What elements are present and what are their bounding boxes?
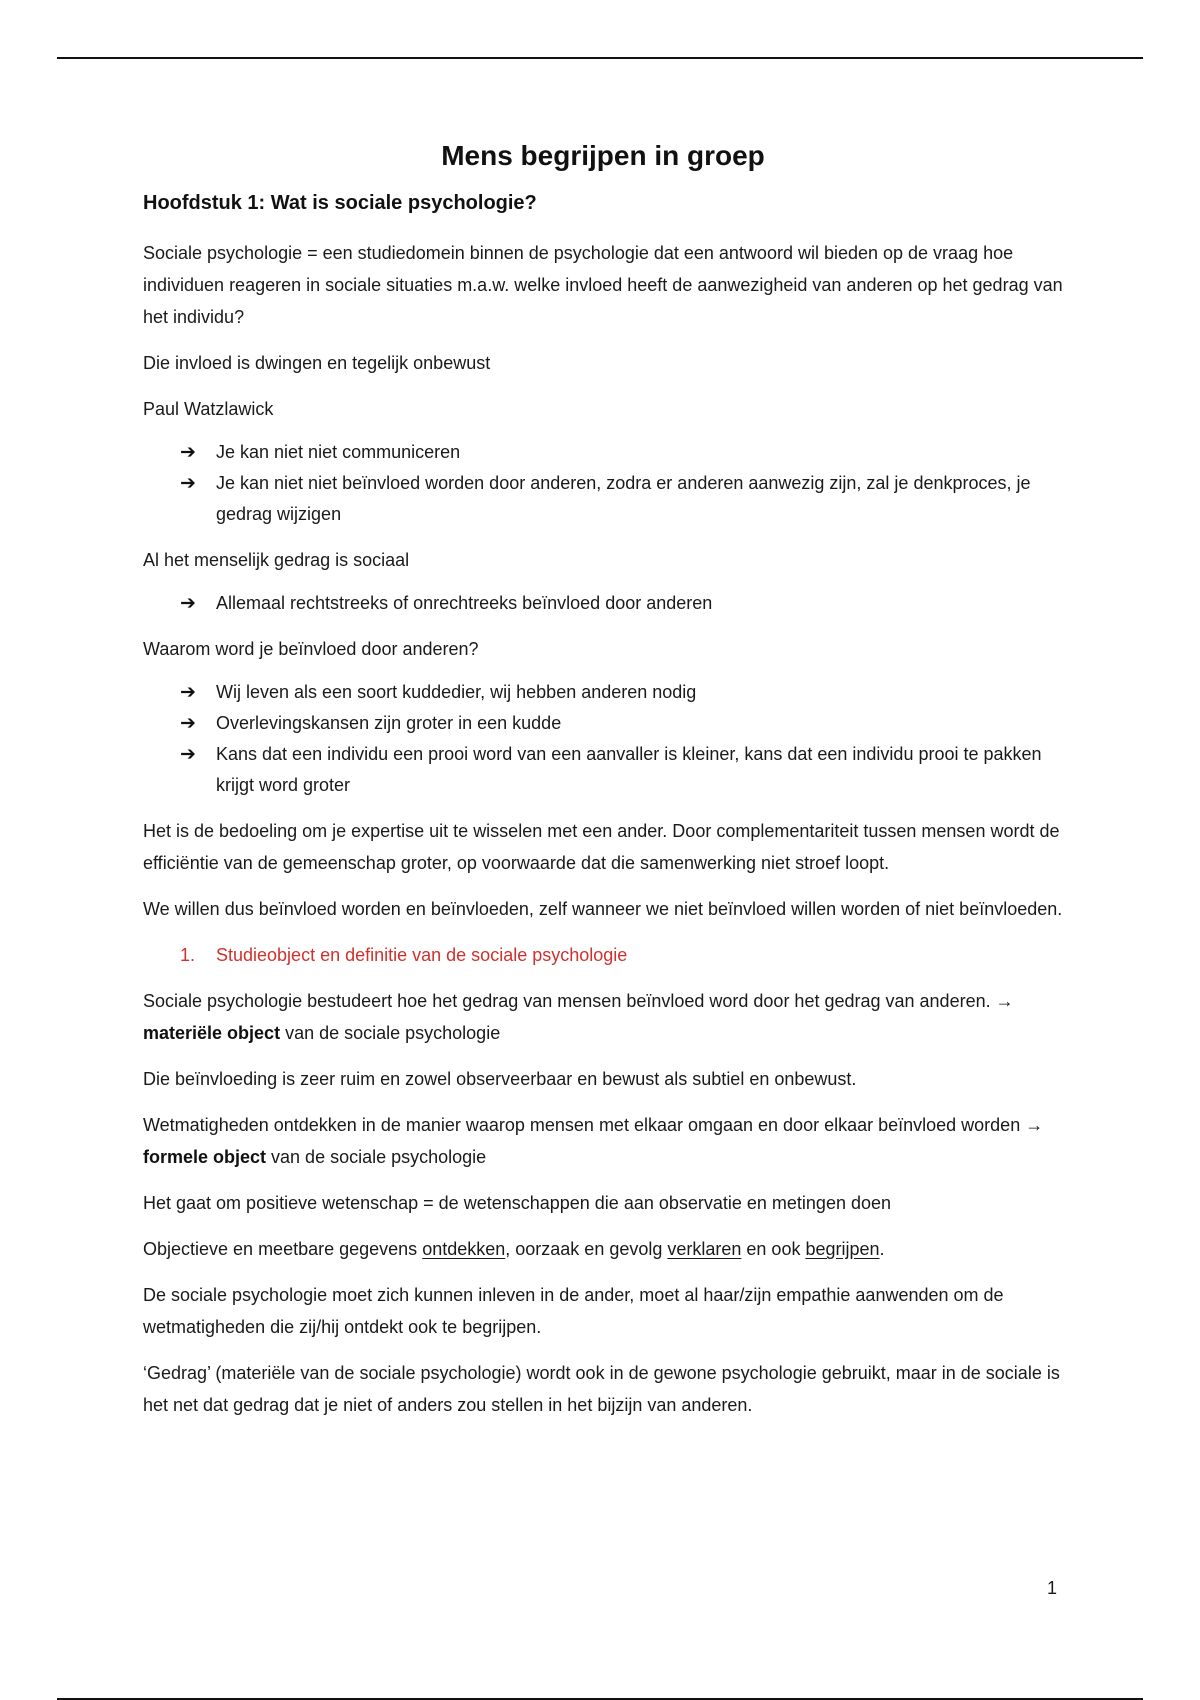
section-number: 1. <box>180 945 196 965</box>
watzlawick-list <box>143 437 1063 530</box>
social-behavior-paragraph: Al het menselijk gedrag is sociaal <box>143 550 410 570</box>
underlined-term: begrijpen <box>805 1239 880 1259</box>
formal-object-term: formele object <box>143 1147 267 1167</box>
chapter-heading: Hoofdstuk 1: Wat is sociale psychologie? <box>143 192 537 214</box>
list-item: ➔ Overlevingskansen zijn groter in een kudde <box>180 708 1063 739</box>
empathy-paragraph: De sociale psychologie moet zich kunnen inleven in de ander, moet al haar/zijn empathie aanwenden om de wetmatigheden die zij/hij ontdekt ook te begrijpen. <box>143 1285 1004 1337</box>
material-object-term: materiële object <box>143 1023 281 1043</box>
section-heading <box>180 939 1063 971</box>
arrow-bullet-icon: ➔ <box>180 442 196 463</box>
behavior-note-paragraph: ‘Gedrag’ (materiële van de sociale psychologie) wordt ook in de gewone psychologie gebruikt, maar in de sociale is het net dat gedrag dat je niet of anders zou stellen in het bijzijn van anderen. <box>143 1363 1060 1415</box>
arrow-bullet-icon: ➔ <box>180 593 196 614</box>
arrow-icon: → <box>995 991 1014 1011</box>
list-item: ➔ Allemaal rechtstreeks of onrechtreeks beïnvloed door anderen <box>180 588 1063 619</box>
arrow-icon: → <box>1025 1115 1044 1135</box>
influence-summary-paragraph: We willen dus beïnvloed worden en beïnvloeden, zelf wanneer we niet beïnvloed willen worden of niet beïnvloeden. <box>143 899 1063 919</box>
list-item: ➔ Je kan niet niet communiceren <box>180 437 1063 468</box>
underlined-term: ontdekken <box>422 1239 506 1259</box>
list-item: ➔ Wij leven als een soort kuddedier, wij hebben anderen nodig <box>180 677 1063 708</box>
arrow-bullet-icon: ➔ <box>180 713 196 734</box>
list-item: ➔ Je kan niet niet beïnvloed worden door anderen, zodra er anderen aanwezig zijn, zal je denkproces, je gedrag wijzigen <box>180 468 1063 530</box>
social-list <box>143 588 1063 619</box>
author-paragraph: Paul Watzlawick <box>143 399 274 419</box>
arrow-bullet-icon: ➔ <box>180 744 196 765</box>
expertise-paragraph: Het is de bedoeling om je expertise uit te wisselen met een ander. Door complementariteit tussen mensen wordt de efficiëntie van de gemeenschap groter, op voorwaarde dat die samenwerking niet stroef loopt. <box>143 821 1060 873</box>
formal-object-paragraph: Wetmatigheden ontdekken in de manier waarop mensen met elkaar omgaan en door elkaar beïnvloed worden → formele object van de sociale psychologie <box>143 1115 1044 1167</box>
objective-paragraph: Objectieve en meetbare gegevens ontdekken, oorzaak en gevolg verklaren en ook begrijpen. <box>143 1239 885 1259</box>
influence-paragraph: Die invloed is dwingen en tegelijk onbewust <box>143 353 491 373</box>
why-question: Waarom word je beïnvloed door anderen? <box>143 639 479 659</box>
subtle-paragraph: Die beïnvloeding is zeer ruim en zowel observeerbaar en bewust als subtiel en onbewust. <box>143 1069 857 1089</box>
definition-paragraph: Sociale psychologie = een studiedomein binnen de psychologie dat een antwoord wil bieden op de vraag hoe individuen reageren in sociale situaties m.a.w. welke invloed heeft de aanwezigheid van anderen op het gedrag van het individu? <box>143 243 1063 327</box>
arrow-bullet-icon: ➔ <box>180 682 196 703</box>
header-rule <box>57 57 1143 59</box>
material-object-paragraph: Sociale psychologie bestudeert hoe het gedrag van mensen beïnvloed word door het gedrag van anderen. → materiële object van de sociale psychologie <box>143 991 1014 1043</box>
document-page <box>143 140 1063 1435</box>
arrow-bullet-icon: ➔ <box>180 473 196 494</box>
underlined-term: verklaren <box>667 1239 742 1259</box>
page-number: 1 <box>1046 1578 1057 1598</box>
section-title: Studieobject en definitie van de sociale psychologie <box>216 945 628 965</box>
list-item: ➔ Kans dat een individu een prooi word van een aanvaller is kleiner, kans dat een individu prooi te pakken krijgt word groter <box>180 739 1063 801</box>
positive-science-paragraph: Het gaat om positieve wetenschap = de wetenschappen die aan observatie en metingen doen <box>143 1193 892 1213</box>
document-title: Mens begrijpen in groep <box>441 140 765 171</box>
why-list <box>143 677 1063 801</box>
